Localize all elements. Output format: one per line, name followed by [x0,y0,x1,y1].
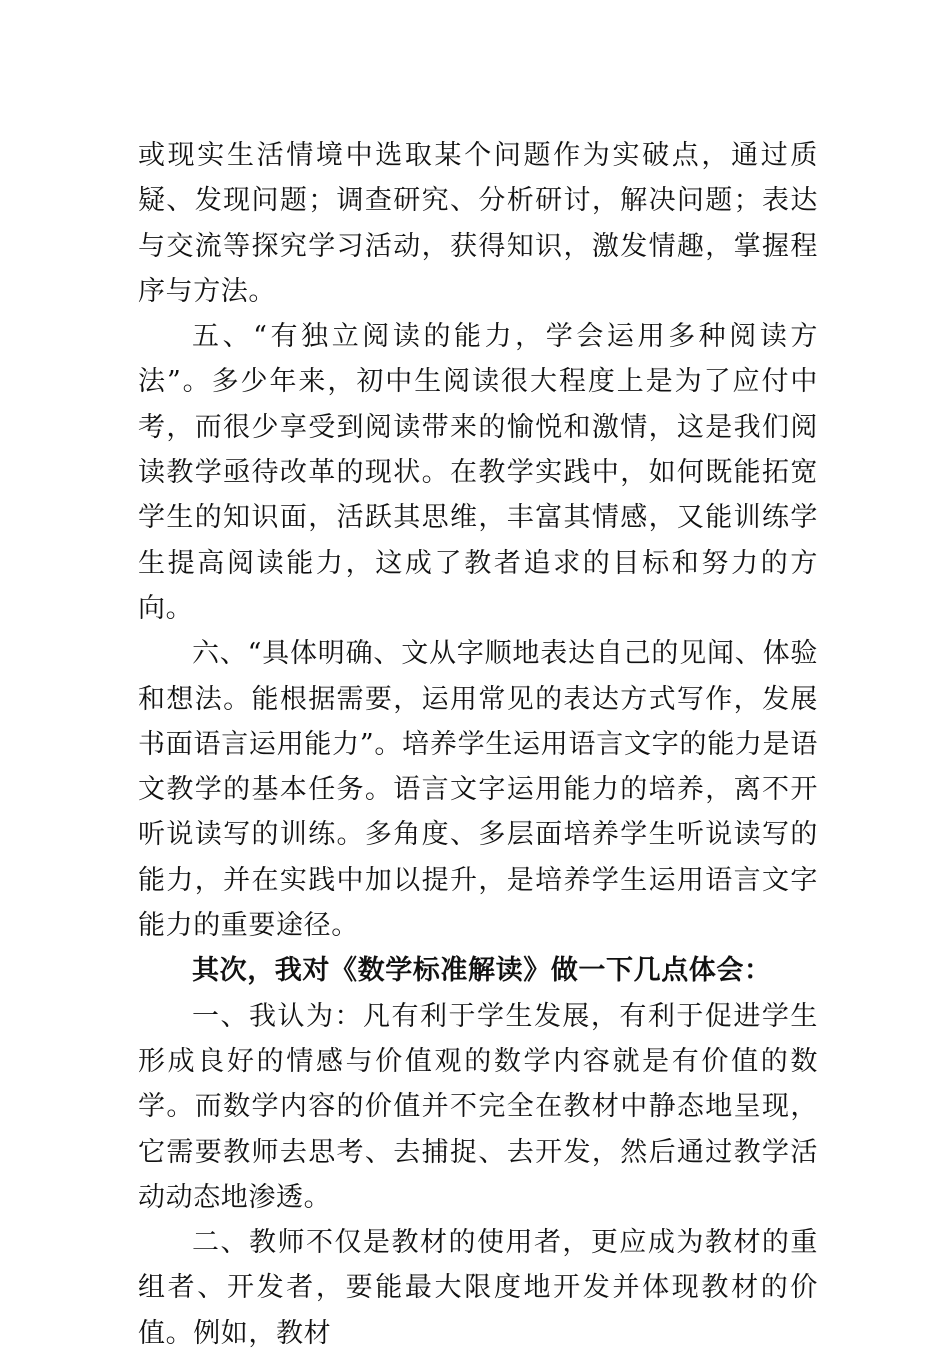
paragraph-reading-ability: 五、“有独立阅读的能力，学会运用多种阅读方法”。多少年来，初中生阅读很大程度上是为了应付中考，而很少享受到阅读带来的愉悦和激情，这是我们阅读教学亟待改革的现状。在教学实践中，如何既能拓宽学生的知识面，活跃其思维，丰富其情感，又能训练学生提高阅读能力，这成了教者追求的目标和努力的方向。 [138,321,818,624]
paragraph-writing-ability: 六、“具体明确、文从字顺地表达自己的见闻、体验和想法。能根据需要，运用常见的表达方式写作，发展书面语言运用能力”。培养学生运用语言文字的能力是语文教学的基本任务。语言文字运用能力的培养，离不开听说读写的训练。多角度、多层面培养学生听说读写的能力，并在实践中加以提升，是培养学生运用语言文字能力的重要途径。 [138,638,818,942]
paragraph-teacher-role: 二、教师不仅是教材的使用者，更应成为教材的重组者、开发者，要能最大限度地开发并体现教材的价值。例如，教材 [138,1227,818,1349]
paragraph-continuation: 或现实生活情境中选取某个问题作为实破点，通过质疑、发现问题；调查研究、分析研讨，解决问题；表达与交流等探究学习活动，获得知识，激发情趣，掌握程序与方法。 [138,140,818,307]
document-body [138,133,818,1356]
section-heading-math-standard: 其次，我对《数学标准解读》做一下几点体会： [192,955,772,987]
paragraph-math-content-value: 一、我认为：凡有利于学生发展，有利于促进学生形成良好的情感与价值观的数学内容就是有价值的数学。而数学内容的价值并不完全在教材中静态地呈现，它需要教师去思考、去捕捉、去开发，然后通过教学活动动态地渗透。 [138,1000,818,1213]
